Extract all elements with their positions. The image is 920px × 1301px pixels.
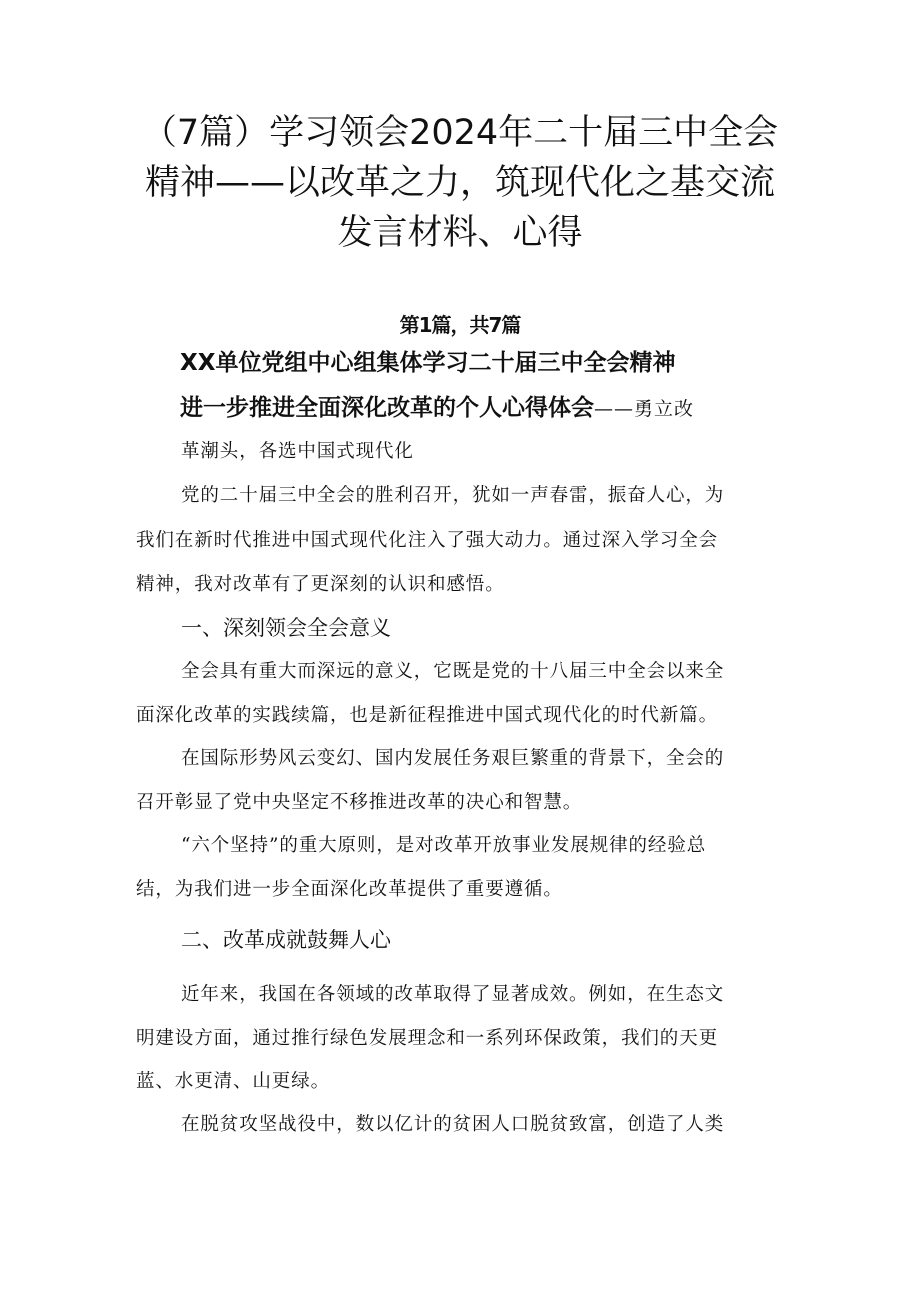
s1-p1-line-1: 全会具有重大而深远的意义，它既是党的十八届三中全会以来全	[181, 661, 725, 682]
section-1-heading: 一、深刻领会全会意义	[181, 616, 391, 640]
s1-p2-line-1: 在国际形势风云变幻、国内发展任务艰巨繁重的背景下，全会的	[181, 748, 725, 769]
subtitle-line-2	[180, 391, 694, 426]
s1-p1-line-2: 面深化改革的实践续篇，也是新征程推进中国式现代化的时代新篇。	[136, 705, 719, 726]
document-title	[120, 108, 800, 258]
s1-p3-line-2: 结，为我们进一步全面深化改革提供了重要遵循。	[136, 879, 563, 900]
s1-p2-line-2: 召开彰显了党中央坚定不移推进改革的决心和智慧。	[136, 792, 583, 813]
s2-p1-line-2: 明建设方面，通过推行绿色发展理念和一系列环保政策，我们的天更	[136, 1028, 719, 1049]
s2-p1-line-1: 近年来，我国在各领域的改革取得了显著成效。例如，在生态文	[181, 984, 725, 1005]
title-line-1: （7篇）学习领会2024年二十届三中全会	[141, 113, 779, 153]
s2-p1-line-3: 蓝、水更清、山更绿。	[136, 1071, 331, 1092]
subtitle-line-2-tail: ——勇立改	[594, 398, 695, 420]
title-line-2: 精神——以改革之力，筑现代化之基交流	[144, 163, 775, 203]
intro-line-3: 精神，我对改革有了更深刻的认识和感悟。	[136, 574, 505, 595]
s2-p2-line-1: 在脱贫攻坚战役中，数以亿计的贫困人口脱贫致富，创造了人类	[181, 1114, 725, 1135]
part-label: 第1篇，共7篇	[399, 313, 521, 337]
title-line-3: 发言材料、心得	[337, 213, 583, 253]
section-2-heading: 二、改革成就鼓舞人心	[181, 928, 391, 952]
subtitle-line-2-bold: 进一步推进全面深化改革的个人心得体会	[180, 395, 594, 421]
intro-line-1: 党的二十届三中全会的胜利召开，犹如一声春雷，振奋人心，为	[181, 485, 725, 506]
s1-p3-line-1: “六个坚持”的重大原则，是对改革开放事业发展规律的经验总	[181, 835, 707, 856]
subtitle-line-3: 革潮头，各选中国式现代化	[181, 441, 414, 462]
subtitle-line-1: XX单位党组中心组集体学习二十届三中全会精神	[180, 350, 676, 376]
intro-line-2: 我们在新时代推进中国式现代化注入了强大动力。通过深入学习全会	[136, 530, 719, 551]
